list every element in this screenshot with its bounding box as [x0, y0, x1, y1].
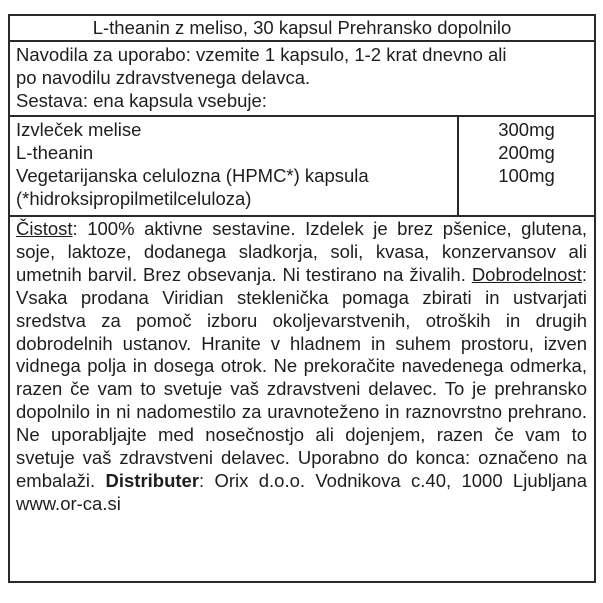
ingredient-names-column — [10, 117, 459, 215]
usage-instructions — [10, 42, 594, 117]
charity-label: Dobrodelnost — [471, 263, 582, 285]
ingredient-name: (*hidroksipropilmetilceluloza) — [16, 188, 252, 209]
product-title: L-theanin z meliso, 30 kapsul Prehransko dopolnilo — [10, 16, 594, 42]
distributor-label: Distributer — [105, 469, 200, 491]
ingredient-amount: 300mg — [498, 119, 555, 140]
purity-text: : 100% aktivne sestavine. Izdelek je brez pšenice, glutena, soje, laktoze, dodanega sladkorja, soli, kvasa, konzervansov ali umetnih barvil. Brez obsevanja. Ni testirano na živalih. — [16, 218, 587, 285]
composition-label: Sestava: ena kapsula vsebuje: — [16, 90, 267, 111]
charity-text: : Vsaka prodana Viridian steklenička pomaga zbirati in ustvarjati sredstva za pomoč izboru okoljevarstvenih, otroških in drugih dobrodelnih ustanov. Hranite v hladnem in suhem prostoru, izven vidnega polja in dosega otrok. Ne prekoračite navedenega odmerka, razen če vam to svetuje vaš zdravstveni delavec. To je prehransko dopolnilo in ni nadomestilo za uravnoteženo in raznovrstno prehrano. Ne uporabljajte med nosečnostjo ali dojenjem, razen če vam to svetuje vaš zdravstveni delavec. Uporabno do konca: označeno na embalaži. — [16, 263, 587, 491]
ingredient-amount: 200mg — [498, 142, 555, 163]
ingredient-amounts-column — [459, 117, 594, 215]
ingredient-name: Vegetarijanska celulozna (HPMC*) kapsula — [16, 165, 369, 186]
product-details — [10, 217, 594, 581]
ingredient-name: Izvleček melise — [16, 119, 142, 140]
usage-line-2: po navodilu zdravstvenega delavca. — [16, 67, 311, 88]
ingredients-table — [10, 117, 594, 217]
usage-line-1: Navodila za uporabo: vzemite 1 kapsulo, 1-2 krat dnevno ali — [16, 44, 507, 65]
ingredient-name: L-theanin — [16, 142, 94, 163]
product-label — [8, 14, 596, 583]
ingredient-amount: 100mg — [498, 165, 555, 186]
distributor-text: : Orix d.o.o. Vodnikova c.40, 1000 Ljubljana www.or-ca.si — [16, 469, 587, 514]
purity-label: Čistost — [16, 218, 73, 239]
